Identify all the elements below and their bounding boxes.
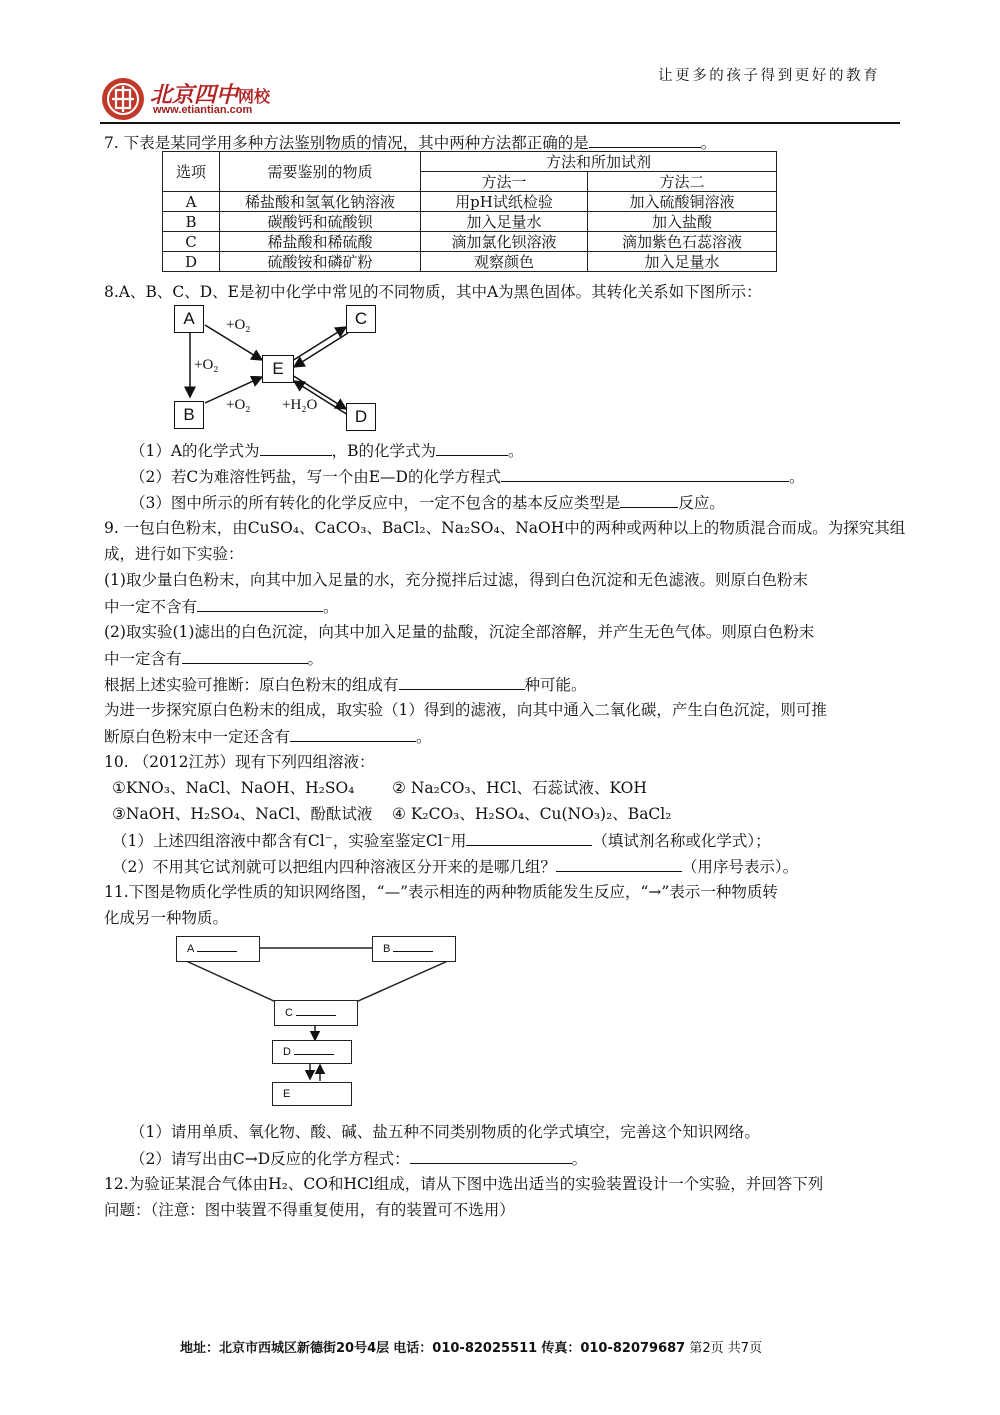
logo-suffix: 网校 (238, 87, 271, 106)
q7-header-method1: 方法一 (421, 172, 588, 192)
q7-cell-m1: 滴加氯化钡溶液 (421, 232, 588, 252)
label-a-b: +O₂ (194, 357, 219, 373)
q9-line7-end: 种可能。 (524, 676, 587, 694)
footer-phone: 电话：010-82025511 (393, 1341, 538, 1356)
q9-line3: (1)取少量白色粉末，向其中加入足量的水，充分搅拌后过滤，得到白色沉淀和无色滤液。则原白色粉末 (104, 571, 808, 589)
q8-diagram (170, 305, 390, 430)
footer-address: 地址：北京市西城区新德街20号4层 (180, 1341, 390, 1356)
q12-line1: 12.为验证某混合气体由H₂、CO和HCl组成，请从下图中选出适当的实验装置设计一个实验，并回答下列 (104, 1175, 824, 1193)
q11-node-a-label: A (187, 943, 194, 955)
q11-sub2-prompt: （2）请写出由C→D反应的化学方程式： (130, 1150, 410, 1168)
q10-line1: 10. （2012江苏）现有下列四组溶液： (104, 753, 375, 771)
q7-text (104, 132, 716, 153)
label-e-d: +H₂O (282, 397, 318, 413)
q7-cell-opt: D (163, 252, 220, 272)
q7-cell-sub: 稀盐酸和氢氧化钠溶液 (220, 192, 421, 212)
node-a: A (174, 305, 204, 333)
q8-sub1-end: 。 (507, 442, 524, 460)
q7-header-option: 选项 (163, 152, 220, 192)
q9-line7 (104, 674, 587, 695)
q7-cell-m2: 加入足量水 (588, 252, 777, 272)
q7-cell-m1: 加入足量水 (421, 212, 588, 232)
q8-blank-b[interactable] (436, 440, 508, 456)
q9-line4-end: 。 (323, 598, 339, 616)
q7-cell-m2: 加入盐酸 (588, 212, 777, 232)
q11-node-d-label: D (283, 1046, 291, 1058)
q11-diagram (176, 936, 456, 1108)
q9-line4 (104, 596, 339, 617)
label-a-e: +O₂ (226, 317, 251, 333)
q7-answer-blank[interactable] (589, 132, 701, 148)
q9-line7-prompt: 根据上述实验可推断：原白色粉末的组成有 (104, 676, 399, 694)
footer (180, 1337, 762, 1356)
q10-sub2 (112, 856, 798, 877)
q7-cell-opt: C (163, 232, 220, 252)
q9-line9-prompt: 断原白色粉末中一定还含有 (104, 728, 291, 746)
q7-cell-m2: 滴加紫色石蕊溶液 (588, 232, 777, 252)
q9-line2: 成，进行如下实验： (104, 545, 244, 563)
q8-sub1-prompt: （1）A的化学式为 (130, 442, 260, 460)
q8-sub3 (130, 492, 725, 513)
q11-blank-a[interactable] (197, 939, 237, 952)
q9-blank-2[interactable] (182, 648, 308, 664)
q11-node-d (272, 1040, 352, 1064)
q9-blank-4[interactable] (290, 726, 416, 742)
footer-fax: 传真：010-82079687 (541, 1341, 686, 1356)
q8-sub2 (130, 466, 804, 487)
q11-node-e-label: E (283, 1088, 291, 1100)
q9-line4-prompt: 中一定不含有 (104, 598, 198, 616)
logo-seal-icon (100, 76, 146, 122)
footer-page: 第2页 (689, 1341, 724, 1356)
q8-blank-type[interactable] (620, 492, 678, 508)
q7-end: 。 (700, 134, 717, 152)
q9-line9 (104, 726, 432, 747)
q10-sub1 (112, 830, 771, 851)
q7-cell-m1: 用pH试纸检验 (421, 192, 588, 212)
q10-group4: ④ K₂CO₃、H₂SO₄、Cu(NO₃)₂、BaCl₂ (392, 805, 672, 823)
label-b-e: +O₂ (226, 397, 251, 413)
q11-blank-c[interactable] (296, 1003, 336, 1016)
q10-group2: ② Na₂CO₃、HCl、石蕊试液、KOH (392, 779, 647, 797)
node-c: C (346, 305, 376, 333)
q9-line9-end: 。 (416, 728, 432, 746)
q7-question: 7. 下表是某同学用多种方法鉴别物质的情况，其中两种方法都正确的是 (104, 134, 589, 152)
q10-sub1-prompt: （1）上述四组溶液中都含有Cl⁻，实验室鉴定Cl⁻用 (112, 832, 467, 850)
q9-line8: 为进一步探究原白色粉末的组成，取实验（1）得到的滤液，向其中通入二氧化碳，产生白色沉淀，则可推 (104, 701, 827, 719)
q8-blank-a[interactable] (260, 440, 332, 456)
q7-cell-sub: 硫酸铵和磷矿粉 (220, 252, 421, 272)
q11-node-c-label: C (285, 1007, 293, 1019)
q7-cell-m1: 观察颜色 (421, 252, 588, 272)
q10-sub1-end: （填试剂名称或化学式）； (592, 832, 771, 850)
q11-node-c (274, 1000, 358, 1026)
q8-sub2-end: 。 (788, 468, 805, 486)
q7-header-method2: 方法二 (588, 172, 777, 192)
node-b: B (174, 401, 204, 429)
q10-sub2-prompt: （2）不用其它试剂就可以把组内四种溶液区分开来的是哪几组？ (112, 858, 556, 876)
table-row (163, 232, 777, 252)
q11-sub2 (130, 1148, 587, 1169)
q10-blank-2[interactable] (556, 856, 682, 872)
q8-sub1 (130, 440, 523, 461)
q11-node-b (372, 936, 456, 962)
q11-line2: 化成另一种物质。 (104, 909, 229, 927)
q10-sub2-end: （用序号表示）。 (681, 858, 799, 876)
q7-cell-sub: 碳酸钙和硫酸钡 (220, 212, 421, 232)
q7-cell-sub: 稀盐酸和稀硫酸 (220, 232, 421, 252)
q9-line6 (104, 648, 323, 669)
q9-line6-prompt: 中一定含有 (104, 650, 182, 668)
q10-group3: ③NaOH、H₂SO₄、NaCl、酚酞试液 (112, 805, 373, 823)
q8-sub1-mid: ，B的化学式为 (331, 442, 436, 460)
table-row (163, 212, 777, 232)
logo-name-text: 北京四中 (150, 82, 239, 108)
node-d: D (346, 403, 376, 431)
footer-total-pages: 共7页 (727, 1341, 763, 1356)
q7-header-methods: 方法和所加试剂 (421, 152, 777, 172)
table-row (163, 192, 777, 212)
q11-sub2-end: 。 (571, 1150, 588, 1168)
q9-line1: 9. 一包白色粉末，由CuSO₄、CaCO₃、BaCl₂、Na₂SO₄、NaOH中的两种或两种以上的物质混合而成。为探究其组 (104, 519, 906, 537)
q11-blank-b[interactable] (393, 939, 433, 952)
q8-sub3-prompt: （3）图中所示的所有转化的化学反应中，一定不包含的基本反应类型是 (130, 494, 621, 512)
q7-cell-opt: A (163, 192, 220, 212)
q7-cell-opt: B (163, 212, 220, 232)
q7-header-substance: 需要鉴别的物质 (220, 152, 421, 192)
q11-blank-equation[interactable] (410, 1148, 572, 1164)
logo (100, 76, 146, 122)
q12-line2: 问题：（注意：图中装置不得重复使用，有的装置可不选用） (104, 1201, 515, 1219)
node-e: E (262, 355, 294, 383)
q7-cell-m2: 加入硫酸铜溶液 (588, 192, 777, 212)
q8-blank-equation[interactable] (501, 466, 789, 482)
q8-sub2-prompt: （2）若C为难溶性钙盐，写一个由E—D的化学方程式 (130, 468, 501, 486)
q9-blank-1[interactable] (197, 596, 323, 612)
header-rule (100, 122, 900, 124)
q9-line5: (2)取实验(1)滤出的白色沉淀，向其中加入足量的盐酸，沉淀全部溶解，并产生无色气体。则原白色粉末 (104, 623, 815, 641)
q11-line1: 11.下图是物质化学性质的知识网络图，“—”表示相连的两种物质能发生反应，“→”表示一种物质转 (104, 883, 778, 901)
q11-blank-d[interactable] (294, 1042, 334, 1055)
logo-url: www.etiantian.com (153, 104, 253, 116)
q10-blank-1[interactable] (466, 830, 592, 846)
q11-sub1: （1）请用单质、氧化物、酸、碱、盐五种不同类别物质的化学式填空，完善这个知识网络。 (130, 1123, 760, 1141)
q11-node-b-label: B (383, 943, 391, 955)
q10-group1: ①KNO₃、NaCl、NaOH、H₂SO₄ (112, 779, 355, 797)
q11-node-e (272, 1082, 352, 1106)
q11-node-a (176, 936, 260, 962)
q8-text: 8.A、B、C、D、E是初中化学中常见的不同物质，其中A为黑色固体。其转化关系如下图所示： (104, 283, 762, 301)
header-slogan: 让更多的孩子得到更好的教育 (658, 68, 881, 84)
q9-blank-3[interactable] (399, 674, 525, 690)
q7-table (162, 151, 777, 272)
q9-line6-end: 。 (307, 650, 324, 668)
q8-sub3-end: 反应。 (678, 494, 725, 512)
table-row (163, 252, 777, 272)
